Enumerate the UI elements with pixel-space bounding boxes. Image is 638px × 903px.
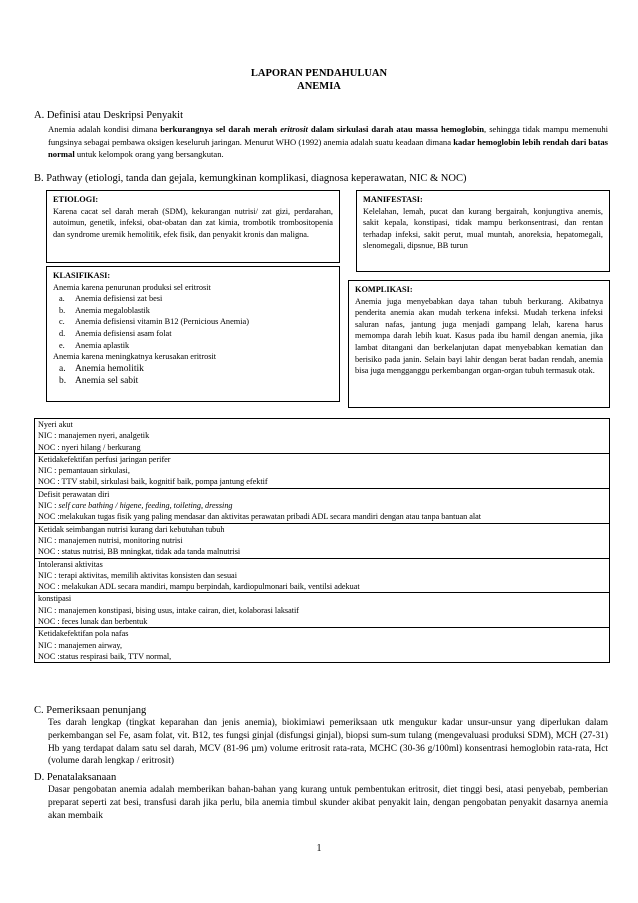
list-item: a. Anemia defisiensi zat besi	[59, 294, 163, 304]
section-b-heading: B. Pathway (etiologi, tanda dan gejala, kemungkinan komplikasi, diagnosa keperawatan, NIC & NOC)	[34, 173, 467, 184]
list-item: b. Anemia sel sabit	[59, 375, 139, 386]
section-a-heading: A. Definisi atau Deskripsi Penyakit	[34, 110, 184, 121]
etiologi-box	[46, 190, 340, 263]
nic-text: NIC : manajemen airway,	[38, 640, 123, 650]
komplikasi-text: Anemia juga menyebabkan daya tahan tubuh berkurang. Akibatnya penderita anemia akan mudah terkena infeksi. Mudah terkena infeksi saluran nafas, jantung juga menjadi gampang lelah, karena harus memompa darah lebih kuat. Kasus pada ibu hamil dengan anemia, jika lambat ditangani dan berkelanjutan dapat menyebabkan kematian dan berisiko pada janin. Selain bayi lahir dengan berat badan rendah, anemia bisa juga mengganggu perkembangan organ-organ tubuh termasuk otak.	[355, 296, 603, 376]
klasifikasi-list-1	[53, 293, 333, 351]
table-row	[35, 419, 610, 454]
noc-text: NOC :melakukan tugas fisik yang paling mendasar dan aktivitas perawatan pribadi ADL secara mandiri dengan atau tanpa bantuan alat	[38, 512, 482, 522]
klasifikasi-list-2	[53, 363, 333, 387]
list-item: e. Anemia aplastik	[59, 340, 130, 350]
diagnosis-label: Defisit perawatan diri	[38, 489, 110, 499]
etiologi-title: ETIOLOGI:	[53, 195, 99, 204]
klasifikasi-box	[46, 266, 340, 402]
table-row	[35, 628, 610, 663]
table-row	[35, 453, 610, 488]
klasifikasi-intro-1: Anemia karena penurunan produksi sel eritrosit	[53, 282, 211, 292]
noc-text: NOC : TTV stabil, sirkulasi baik, kognitif baik, pompa jantung efektif	[38, 477, 268, 487]
noc-text: NOC :status respirasi baik, TTV normal,	[38, 651, 172, 661]
nic-text: NIC : manajemen konstipasi, bising usus, intake cairan, diet, kolaborasi laksatif	[38, 605, 300, 615]
manifestasi-text: Kelelahan, lemah, pucat dan kurang bergairah, konjungtiva anemis, sakit kepala, konstipasi, tidak mampu berkonsentrasi, dan rentan terhadap infeksi, sakit perut, mual muntah, anoreksia, hepatomegali, slenomegali, dipsnue, BB turun	[363, 206, 603, 251]
nic-text: NIC : manajemen nyeri, analgetik	[38, 431, 150, 441]
list-item: c. Anemia defisiensi vitamin B12 (Pernicious Anemia)	[59, 317, 249, 327]
komplikasi-title: KOMPLIKASI:	[355, 285, 413, 294]
etiologi-text: Karena cacat sel darah merah (SDM), kekurangan nutrisi/ zat gizi, perdarahan, autoimun, genetik, infeksi, obat-obatan dan zat kimia, trombotik trombositopenia dan syndrome uremik hemolitik, efek fisik, dan penyakit kronis dan maligna.	[53, 206, 333, 239]
noc-text: NOC : nyeri hilang / berkurang	[38, 442, 141, 452]
section-a-paragraph: Anemia adalah kondisi dimana berkurangnya sel darah merah eritrosit dalam sirkulasi darah atau massa hemoglobin, sehingga tidak mampu memenuhi fungsinya sebagai pembawa oksigen keseluruh jaringan. Menurut WHO (1992) anemia adalah suatu keadaan dimana kadar hemoglobin lebih rendah dari batas normal untuk kelompok orang yang bersangkutan.	[48, 124, 609, 160]
komplikasi-box	[348, 280, 610, 408]
nic-text: NIC : self care bathing / higene, feeding, toileting, dressing	[38, 501, 233, 511]
nursing-diagnosis-table	[34, 418, 610, 663]
page-number: 1	[316, 843, 322, 854]
section-d-paragraph: Dasar pengobatan anemia adalah memberikan bahan-bahan yang kurang untuk pembentukan eritrosit, diet tinggi besi, atasi penyebab, pemberian preparat seperti zat besi, transfusi darah jika perlu, bila anemia timbul skunder akibat penyakit lain, dengan pengobatan penyakit dasarnya anemia akan membaik	[48, 785, 608, 821]
diagnosis-label: konstipasi	[38, 594, 72, 604]
list-item: a. Anemia hemolitik	[59, 363, 144, 374]
title-line-2: ANEMIA	[297, 81, 341, 92]
diagnosis-label: Ketidakefektifan perfusi jaringan perifer	[38, 454, 171, 464]
section-c-paragraph: Tes darah lengkap (tingkat keparahan dan jenis anemia), biokimiawi pemeriksaan utk mengukur kadar unsur-unsur yang diperlukan dalam perkembangan sel Fe, asam folat, vit. B12, tes fungsi ginjal (disfungsi ginjal), biopsi sum-sum tulang (mengevaluasi produksi SDM), MCH (27-31) Hb yang terdapat dalam satu sel darah, MCV (81-96 µm) volume eritrosit rata-rata, MCHC (30-36 g/100ml) konsentrasi hemoglobin rata-rata, Hct (volume darah lengkap / eritrosit)	[48, 718, 608, 767]
klasifikasi-title: KLASIFIKASI:	[53, 271, 111, 280]
klasifikasi-intro-2: Anemia karena meningkatnya kerusakan eritrosit	[53, 352, 217, 362]
nic-text: NIC : manajemen nutrisi, monitoring nutrisi	[38, 535, 183, 545]
title-line-1: LAPORAN PENDAHULUAN	[250, 68, 388, 79]
nic-text: NIC : pemantauan sirkulasi,	[38, 466, 130, 476]
noc-text: NOC : status nutrisi, BB mningkat, tidak ada tanda malnutrisi	[38, 547, 241, 557]
list-item: d. Anemia defisiensi asam folat	[59, 328, 172, 338]
section-d-heading: D. Penatalaksanaan	[34, 772, 117, 783]
table-row	[35, 488, 610, 523]
list-item: b. Anemia megaloblastik	[59, 305, 150, 315]
diagnosis-label: Nyeri akut	[38, 420, 73, 429]
diagnosis-label: Intoleransi aktivitas	[38, 559, 103, 569]
manifestasi-box	[356, 190, 610, 272]
nic-text: NIC : terapi aktivitas, memilih aktivitas konsisten dan sesuai	[38, 570, 237, 580]
noc-text: NOC : feces lunak dan berbentuk	[38, 617, 148, 627]
manifestasi-title: MANIFESTASI:	[363, 195, 423, 204]
diagnosis-label: Ketidak seimbangan nutrisi kurang dari kebutuhan tubuh	[38, 524, 225, 534]
table-row	[35, 558, 610, 593]
section-c-heading: C. Pemeriksaan penunjang	[34, 705, 147, 716]
diagnosis-label: Ketidakefektifan pola nafas	[38, 629, 129, 639]
noc-text: NOC : melakukan ADL secara mandiri, mampu berpindah, kardiopulmonari baik, ventilsi adekuat	[38, 582, 360, 592]
table-row	[35, 523, 610, 558]
table-row	[35, 593, 610, 628]
